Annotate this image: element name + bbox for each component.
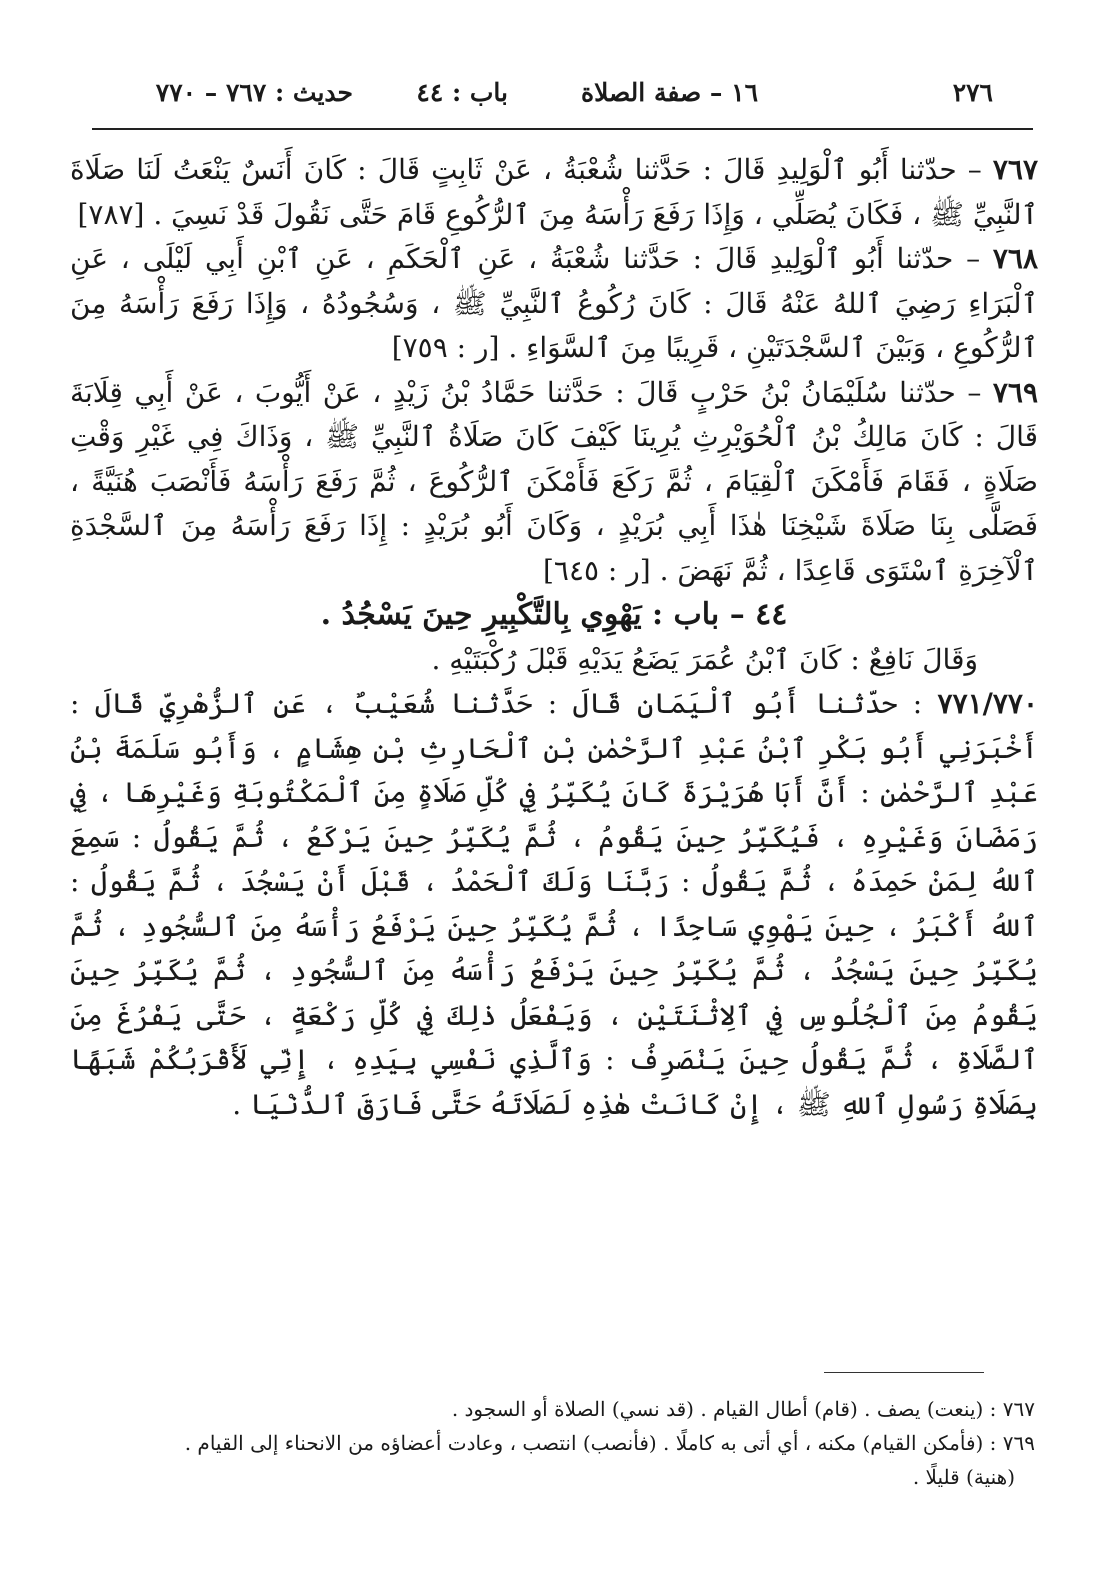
hadith-text: – حدّثنا سُلَيْمَانُ بْنُ حَرْبٍ قَالَ : حَدَّثنا حَمَّادُ بْنُ زَيْدٍ ، عَنْ أَيُّوبَ ، عَنْ أَبِي قِلَابَةَ قَالَ : كَانَ مَالِكُ بْنُ ٱلْحُوَيْرِثِ يُرِينَا كَيْفَ كَانَ صَلَاةُ ٱلنَّبِيِّ ﷺ ، وَذَاكَ فِي غَيْرِ وَقْتِ صَلَاةٍ ، فَقَامَ فَأَمْكَنَ ٱلْقِيَامَ ، ثُمَّ رَكَعَ فَأَمْكَنَ ٱلرُّكُوعَ ، ثُمَّ رَفَعَ رَأْسَهُ فَأَنْصَبَ هُنَيَّةً ، فَصَلَّى بِنَا صَلَاةَ شَيْخِنَا هٰذَا أَبِي بُرَيْدٍ ، وَكَانَ أَبُو بُرَيْدٍ : إِذَا رَفَعَ رَأْسَهُ مِنَ ٱلسَّجْدَةِ ٱلْآخِرَةِ ٱسْتَوَى قَاعِدًا ، ثُمَّ نَهَضَ . (70, 375, 1038, 587)
running-header (145, 78, 993, 118)
bab-heading: ٤٤ – باب : يَهْوِي بِالتَّكْبِيرِ حِينَ يَسْجُدُ . (320, 597, 788, 632)
hadith-reference: [ر : ٦٤٥] (542, 553, 660, 587)
nafi-statement: وَقَالَ نَافِعٌ : كَانَ ٱبْنُ عُمَرَ يَضَعُ يَدَيْهِ قَبْلَ رُكْبَتَيْهِ . (431, 642, 978, 676)
hadith-number: ٧٦٧ (992, 153, 1038, 186)
hadith-number: ٧٦٩ (992, 375, 1038, 409)
hadith-number: ٧٦٨ (992, 242, 1038, 275)
hadith-text: – حدّثنا أَبُو ٱلْوَلِيدِ قَالَ : حَدَّثنا شُعْبَةُ ، عَنِ ٱلْحَكَمِ ، عَنِ ٱبْنِ أَبِي لَيْلَى ، عَنِ ٱلْبَرَاءِ رَضِيَ ٱللهُ عَنْهُ قَالَ : كَانَ رُكُوعُ ٱلنَّبِيِّ ﷺ ، وَسُجُودُهُ ، وَإِذَا رَفَعَ رَأْسَهُ مِنَ ٱلرُّكُوعِ ، وَبَيْنَ ٱلسَّجْدَتَيْنِ ، قَرِيبًا مِنَ ٱلسَّوَاءِ . (70, 242, 1038, 364)
bab-number: باب : ٤٤ (416, 78, 508, 107)
footnote-769-continuation: (هنية) قليلًا . (912, 1465, 1015, 1489)
footnote-767: ٧٦٧ : (ينعت) يصف . (قام) أطال القيام . (قد نسي) الصلاة أو السجود . (451, 1397, 1035, 1421)
hadith-reference: [ر : ٧٥٩] (391, 331, 509, 364)
hadith-769 (70, 371, 1038, 594)
main-text (70, 148, 1038, 1127)
hadith-text: : حدّثنا أَبُو ٱلْيَمَانِ قَالَ : حَدَّثنا شُعَيْبٌ ، عَنِ ٱلزُّهْرِيِّ قَالَ : أَخْبَرَنِي أَبُو بَكْرِ ٱبْنُ عَبْدِ ٱلرَّحْمٰنِ بْنِ ٱلْحَارِثِ بْنِ هِشَامٍ ، وَأَبُو سَلَمَةَ بْنُ عَبْدِ ٱلرَّحْمٰنِ : أَنَّ أَبَا هُرَيْرَةَ كَانَ يُكَبِّرُ فِي كُلِّ صَلَاةٍ مِنَ ٱلْمَكْتُوبَةِ وَغَيْرِهَا ، فِي رَمَضَانَ وَغَيْرِهِ ، فَيُكَبِّرُ حِينَ يَقُومُ ، ثُمَّ يُكَبِّرُ حِينَ يَرْكَعُ ، ثُمَّ يَقُولُ : سَمِعَ ٱللهُ لِمَنْ حَمِدَهُ ، ثُمَّ يَقُولُ : رَبَّنَا وَلَكَ ٱلْحَمْدُ ، قَبْلَ أَنْ يَسْجُدَ ، ثُمَّ يَقُولُ : ٱللهُ أَكْبَرُ ، حِينَ يَهْوِي سَاجِدًا ، ثُمَّ يُكَبِّرُ حِينَ يَرْفَعُ رَأْسَهُ مِنَ ٱلسُّجُودِ ، ثُمَّ يُكَبِّرُ حِينَ يَسْجُدُ ، ثُمَّ يُكَبِّرُ حِينَ يَرْفَعُ رَأْسَهُ مِنَ ٱلسُّجُودِ ، ثُمَّ يُكَبِّرُ حِينَ يَقُومُ مِنَ ٱلْجُلُوسِ فِي ٱلِاثْنَتَيْنِ ، وَيَفْعَلُ ذٰلِكَ فِي كُلِّ رَكْعَةٍ ، حَتَّى يَفْرُغَ مِنَ ٱلصَّلَاةِ ، ثُمَّ يَقُولُ حِينَ يَنْصَرِفُ : وَٱلَّذِي نَفْسِي بِيَدِهِ ، إِنِّي لَأَقْرَبُكُمْ شَبَهًا بِصَلَاةِ رَسُولِ ٱللهِ ﷺ ، إِنْ كَانَتْ هٰذِهِ لَصَلَاتَهُ حَتَّى فَارَقَ ٱلدُّنْيَا . (70, 687, 1038, 1121)
footnotes (70, 1392, 1035, 1494)
hadith-reference: [٧٨٧] (77, 197, 154, 231)
hadith-770 (70, 682, 1038, 1127)
header-rule (92, 128, 1033, 130)
hadith-767 (70, 148, 1038, 237)
page-number: ٢٧٦ (952, 78, 993, 107)
hadith-768 (70, 237, 1038, 371)
footnote-769: ٧٦٩ : (فأمكن القيام) مكنه ، أي أتى به كاملًا . (فأنصب) انتصب ، وعادت أعضاؤه من الانحناء إلى القيام . (184, 1431, 1035, 1455)
chapter-title: ١٦ – صفة الصلاة (580, 78, 758, 107)
footnote-rule (824, 1372, 984, 1373)
hadith-number: ٧٧١/٧٧٠ (937, 687, 1038, 720)
hadith-text: – حدّثنا أَبُو ٱلْوَلِيدِ قَالَ : حَدَّثنا شُعْبَةُ ، عَنْ ثَابِتٍ قَالَ : كَانَ أَنَسٌ يَنْعَتُ لَنَا صَلَاةَ ٱلنَّبِيِّ ﷺ ، فَكَانَ يُصَلِّي ، وَإِذَا رَفَعَ رَأْسَهُ مِنَ ٱلرُّكُوعِ قَامَ حَتَّى نَقُولَ قَدْ نَسِيَ . (70, 153, 1038, 231)
hadith-range: حديث : ٧٦٧ – ٧٧٠ (155, 78, 353, 107)
